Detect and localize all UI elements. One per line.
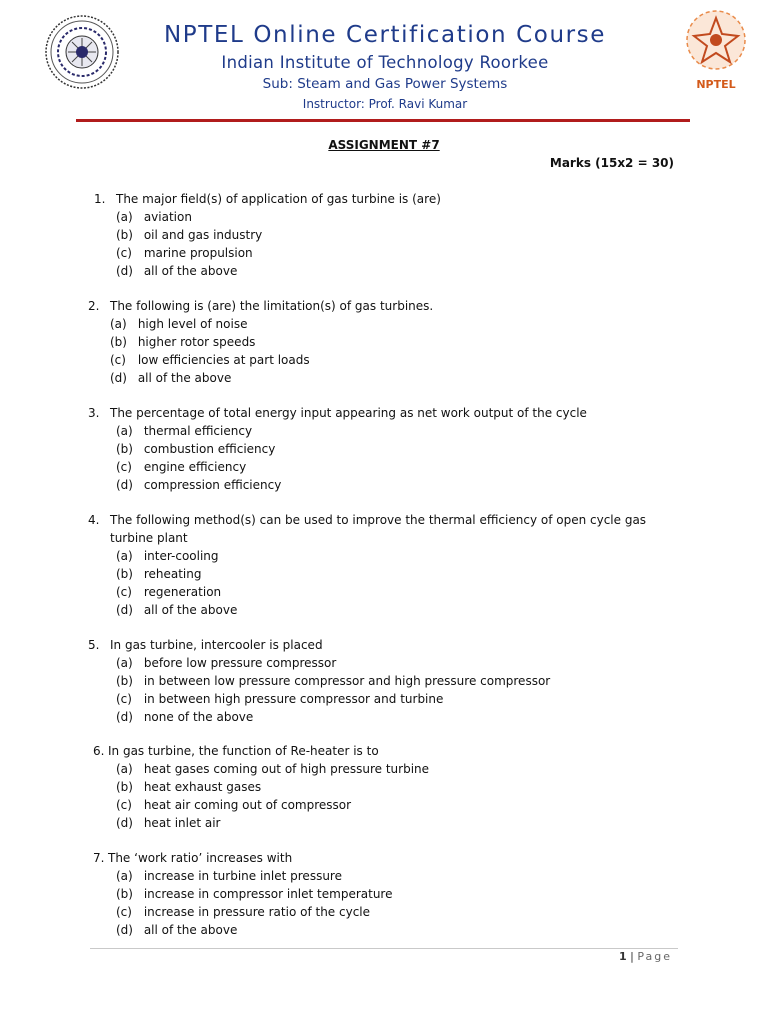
question-number: 5.	[88, 638, 100, 652]
question-text: The major field(s) of application of gas turbine is (are)	[116, 192, 441, 206]
option: (b) increase in compressor inlet temperature	[116, 887, 393, 901]
svg-text:NPTEL: NPTEL	[696, 78, 736, 91]
option: (a) high level of noise	[110, 317, 248, 331]
question	[0, 297, 768, 387]
option: (a) before low pressure compressor	[116, 656, 337, 670]
page-label: Page	[637, 950, 672, 963]
marks-label: Marks (15x2 = 30)	[549, 156, 674, 170]
option: (b) higher rotor speeds	[110, 335, 256, 349]
option: (b) heat exhaust gases	[116, 780, 262, 794]
question	[0, 190, 768, 280]
page-number: 1	[618, 950, 627, 963]
subject-line: Sub: Steam and Gas Power Systems	[262, 76, 508, 92]
option: (b) oil and gas industry	[116, 228, 263, 242]
option: (a) thermal efficiency	[116, 424, 253, 438]
course-title: NPTEL Online Certification Course	[163, 22, 607, 48]
question	[0, 636, 768, 726]
iit-roorkee-logo	[44, 14, 120, 90]
question-number: 2.	[88, 299, 100, 313]
option: (c) low efficiencies at part loads	[110, 353, 310, 367]
question-text: The following is (are) the limitation(s) of gas turbines.	[110, 299, 434, 313]
question	[0, 849, 768, 939]
header-divider	[76, 119, 690, 122]
option: (c) heat air coming out of compressor	[116, 798, 352, 812]
instructor-line: Instructor: Prof. Ravi Kumar	[302, 97, 468, 111]
question-number: 3.	[88, 406, 100, 420]
question-number: 4.	[88, 513, 100, 527]
question-number: 1.	[94, 192, 106, 206]
option: (c) marine propulsion	[116, 246, 253, 260]
option: (d) none of the above	[116, 710, 254, 724]
question-number: 6.	[93, 744, 105, 758]
question-text: The ‘work ratio’ increases with	[108, 851, 293, 865]
page-footer	[619, 950, 672, 963]
question	[0, 404, 768, 494]
question-text: The percentage of total energy input appearing as net work output of the cycle	[110, 406, 587, 420]
option: (d) all of the above	[116, 603, 238, 617]
option: (c) increase in pressure ratio of the cycle	[116, 905, 371, 919]
option: (a) heat gases coming out of high pressure turbine	[116, 762, 430, 776]
option: (a) aviation	[116, 210, 192, 224]
option: (b) in between low pressure compressor and high pressure compressor	[116, 674, 551, 688]
question-text: In gas turbine, intercooler is placed	[110, 638, 323, 652]
option: (c) in between high pressure compressor and turbine	[116, 692, 444, 706]
option: (d) all of the above	[116, 923, 238, 937]
option: (c) regeneration	[116, 585, 222, 599]
question-text: In gas turbine, the function of Re-heater is to	[108, 744, 379, 758]
option: (a) increase in turbine inlet pressure	[116, 869, 342, 883]
option: (b) reheating	[116, 567, 202, 581]
option: (d) heat inlet air	[116, 816, 221, 830]
question	[0, 742, 768, 832]
nptel-logo	[680, 8, 752, 94]
footer-divider	[90, 948, 678, 949]
option: (c) engine efficiency	[116, 460, 247, 474]
assignment-title: ASSIGNMENT #7	[328, 138, 440, 152]
question-text: The following method(s) can be used to improve the thermal efficiency of open cycle gas	[110, 513, 647, 527]
option: (d) all of the above	[116, 264, 238, 278]
institute-name: Indian Institute of Technology Roorkee	[221, 53, 549, 72]
question	[0, 511, 768, 619]
question-text-continued: turbine plant	[110, 531, 188, 545]
page-separator: |	[630, 950, 634, 963]
option: (a) inter-cooling	[116, 549, 219, 563]
option: (b) combustion efficiency	[116, 442, 276, 456]
question-number: 7.	[93, 851, 105, 865]
option: (d) compression efficiency	[116, 478, 282, 492]
option: (d) all of the above	[110, 371, 232, 385]
